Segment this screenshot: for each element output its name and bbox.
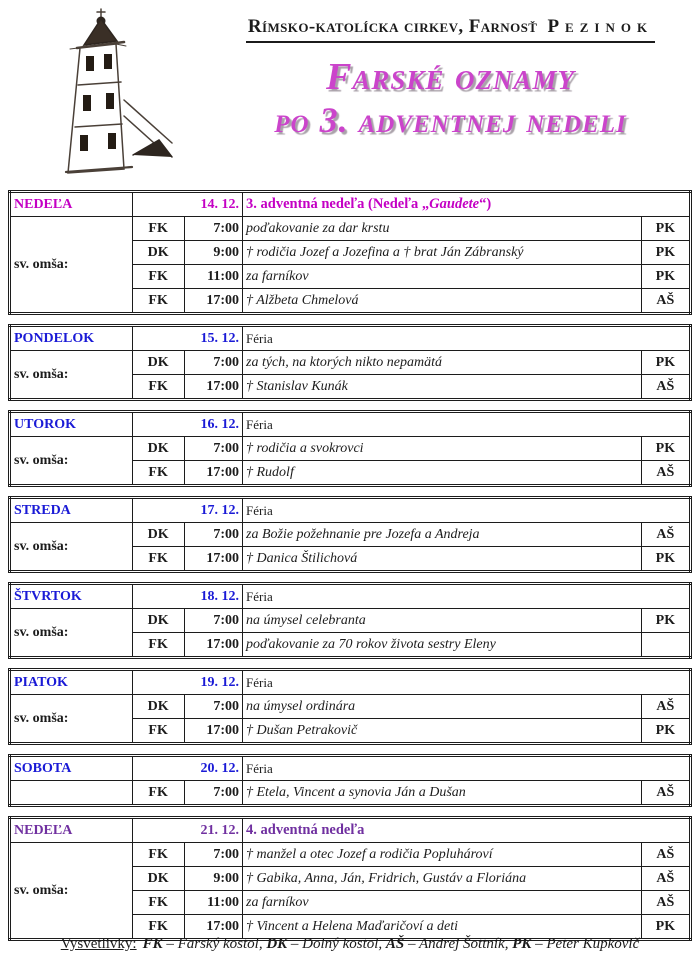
intention-cell: † rodičia a svokrovci [243,437,642,461]
intention-cell: poďakovanie za 70 rokov života sestry Eleny [243,633,642,658]
church-cell: FK [132,719,184,744]
day-header-row [10,498,691,523]
time-cell: 17:00 [184,915,242,940]
church-tower-sketch [12,4,184,182]
mass-table-6 [8,754,692,807]
org-text: Rímsko-katolícka cirkev, Farnosť [247,16,538,37]
intention-cell: za farníkov [243,265,642,289]
legend-item: PK – Peter Kupkovič [512,936,640,952]
legend [8,936,692,953]
time-cell: 7:00 [184,351,242,375]
intention-cell: na úmysel ordinára [243,695,642,719]
mass-table-5 [8,668,692,745]
mass-row [10,609,691,633]
church-cell: FK [132,547,184,572]
mass-label-cell: sv. omša: [10,695,133,744]
legend-item: AŠ – Andrej Šottník [385,936,505,952]
mass-table-7 [8,816,692,941]
time-cell: 7:00 [184,217,242,241]
priest-cell [641,633,690,658]
feast-cell [243,584,691,609]
date-cell: 15. 12. [132,326,242,351]
mass-row [10,351,691,375]
intention-cell: za tých, na ktorých nikto nepamätá [243,351,642,375]
legend-abbr: FK [142,936,163,952]
feast-cell [243,498,691,523]
day-cell: UTOROK [10,412,133,437]
time-cell: 7:00 [184,843,242,867]
time-cell: 17:00 [184,633,242,658]
feast-text: Féria [246,503,273,518]
mass-table-3 [8,496,692,573]
legend-abbr: AŠ [385,936,405,952]
intention-cell: † Stanislav Kunák [243,375,642,400]
time-cell: 9:00 [184,241,242,265]
church-cell: FK [132,461,184,486]
legend-abbr: DK [266,936,288,952]
church-cell: FK [132,891,184,915]
day-cell: PONDELOK [10,326,133,351]
priest-cell: AŠ [641,867,690,891]
day-header-row [10,670,691,695]
day-header-row [10,192,691,217]
church-cell: FK [132,217,184,241]
priest-cell: AŠ [641,375,690,400]
feast-italic-text: Gaudete [429,196,480,212]
priest-cell: AŠ [641,461,690,486]
feast-text: Féria [246,417,273,432]
day-cell: NEDEĽA [10,818,133,843]
day-cell: PIATOK [10,670,133,695]
mass-row [10,437,691,461]
bulletin-title: Farské oznamy [326,56,575,98]
priest-cell: PK [641,609,690,633]
intention-cell: † Dušan Petrakovič [243,719,642,744]
feast-text: Féria [246,761,273,776]
mass-label-cell: sv. omša: [10,843,133,940]
priest-cell: AŠ [641,781,690,806]
priest-cell: PK [641,915,690,940]
church-tower-drawing [12,4,184,182]
feast-text: “) [479,196,492,212]
church-cell: DK [132,241,184,265]
date-cell: 17. 12. [132,498,242,523]
feast-cell [243,818,691,843]
legend-item: DK – Dolný kostol [266,936,379,952]
church-cell: DK [132,867,184,891]
priest-cell: AŠ [641,695,690,719]
church-cell: FK [132,781,184,806]
day-header-row [10,818,691,843]
priest-cell: AŠ [641,523,690,547]
feast-cell [243,192,691,217]
intention-cell: † Gabika, Anna, Ján, Fridrich, Gustáv a Floriána [243,867,642,891]
org-city: Pezinok [547,16,654,37]
mass-table-2 [8,410,692,487]
mass-label-cell: sv. omša: [10,609,133,658]
feast-text: 4. adventná nedeľa [246,822,365,838]
church-cell: FK [132,289,184,314]
church-cell: FK [132,633,184,658]
day-cell: STREDA [10,498,133,523]
feast-text: Féria [246,331,273,346]
date-cell: 18. 12. [132,584,242,609]
time-cell: 9:00 [184,867,242,891]
mass-row [10,781,691,806]
day-cell: ŠTVRTOK [10,584,133,609]
church-cell: DK [132,437,184,461]
intention-cell: za farníkov [243,891,642,915]
legend-abbr: PK [512,936,532,952]
intention-cell: † Danica Štilichová [243,547,642,572]
intention-cell: na úmysel celebranta [243,609,642,633]
time-cell: 17:00 [184,289,242,314]
feast-cell [243,326,691,351]
day-cell: NEDEĽA [10,192,133,217]
church-cell: FK [132,265,184,289]
time-cell: 17:00 [184,547,242,572]
intention-cell: † Vincent a Helena Maďaričoví a deti [243,915,642,940]
time-cell: 7:00 [184,523,242,547]
priest-cell: PK [641,351,690,375]
church-cell: DK [132,695,184,719]
legend-items [143,936,640,952]
feast-text: Féria [246,589,273,604]
date-cell: 19. 12. [132,670,242,695]
priest-cell: PK [641,719,690,744]
day-header-row [10,584,691,609]
date-cell: 20. 12. [132,756,242,781]
church-cell: FK [132,843,184,867]
legend-item: FK – Farský kostol [142,936,259,952]
church-cell: DK [132,351,184,375]
header [205,16,696,140]
priest-cell: PK [641,265,690,289]
mass-row [10,843,691,867]
mass-row [10,695,691,719]
intention-cell: † Rudolf [243,461,642,486]
date-cell: 16. 12. [132,412,242,437]
time-cell: 11:00 [184,891,242,915]
day-cell: SOBOTA [10,756,133,781]
priest-cell: PK [641,547,690,572]
time-cell: 17:00 [184,461,242,486]
intention-cell: † Alžbeta Chmelová [243,289,642,314]
mass-label-cell [10,781,133,806]
intention-cell: poďakovanie za dar krstu [243,217,642,241]
day-header-row [10,756,691,781]
mass-table-1 [8,324,692,401]
intention-cell: † Etela, Vincent a synovia Ján a Dušan [243,781,642,806]
priest-cell: PK [641,241,690,265]
mass-label-cell: sv. omša: [10,437,133,486]
intention-cell: za Božie požehnanie pre Jozefa a Andreja [243,523,642,547]
feast-text: 3. adventná nedeľa (Nedeľa „ [246,196,430,212]
time-cell: 17:00 [184,719,242,744]
mass-table-0 [8,190,692,315]
mass-row [10,217,691,241]
time-cell: 17:00 [184,375,242,400]
date-cell: 14. 12. [132,192,242,217]
feast-cell [243,412,691,437]
mass-label-cell: sv. omša: [10,217,133,314]
intention-cell: † rodičia Jozef a Jozefina a † brat Ján Zábranský [243,241,642,265]
intention-cell: † manžel a otec Jozef a rodičia Popluhároví [243,843,642,867]
time-cell: 7:00 [184,609,242,633]
mass-table-4 [8,582,692,659]
time-cell: 7:00 [184,437,242,461]
priest-cell: AŠ [641,289,690,314]
legend-comma: , [378,936,386,952]
church-cell: FK [132,375,184,400]
mass-label-cell: sv. omša: [10,523,133,572]
day-header-row [10,326,691,351]
day-header-row [10,412,691,437]
priest-cell: AŠ [641,891,690,915]
feast-text: Féria [246,675,273,690]
mass-label-cell: sv. omša: [10,351,133,400]
bulletin-subtitle: po 3. adventnej nedeli [274,99,627,140]
legend-label: Vysvetlivky: [60,936,137,952]
church-cell: DK [132,609,184,633]
feast-cell [243,756,691,781]
time-cell: 11:00 [184,265,242,289]
priest-cell: AŠ [641,843,690,867]
priest-cell: PK [641,217,690,241]
date-cell: 21. 12. [132,818,242,843]
time-cell: 7:00 [184,781,242,806]
org-line [246,16,655,43]
feast-cell [243,670,691,695]
mass-schedule [8,190,692,950]
legend-comma: , [258,936,267,952]
priest-cell: PK [641,437,690,461]
mass-row [10,523,691,547]
legend-comma: , [504,936,513,952]
church-cell: FK [132,915,184,940]
church-cell: DK [132,523,184,547]
time-cell: 7:00 [184,695,242,719]
